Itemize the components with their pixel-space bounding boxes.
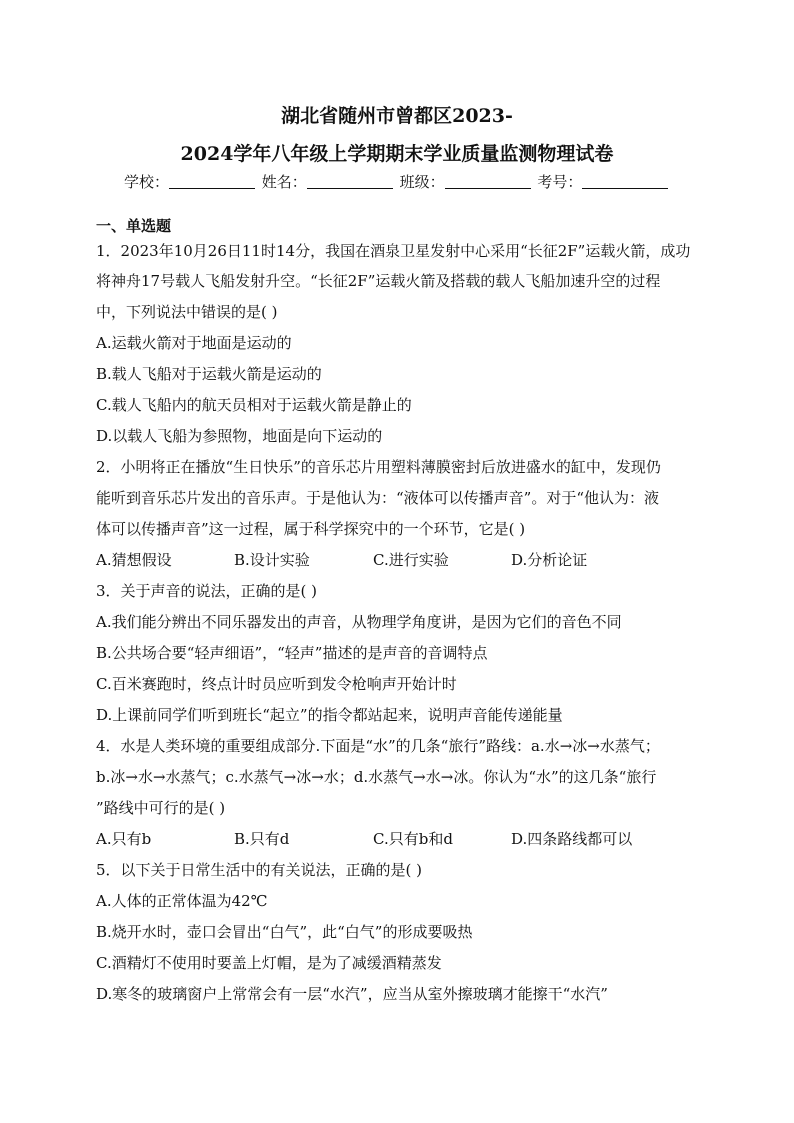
q5-option-d: D.寒冬的玻璃窗户上常常会有一层“水汽”，应当从室外擦玻璃才能擦干“水汽” xyxy=(96,985,608,1003)
q4-stem-line1: 4．水是人类环境的重要组成部分.下面是“水”的几条“旅行”路线：a.水→冰→水蒸气； xyxy=(96,737,660,755)
q2-option-d: D.分析论证 xyxy=(511,551,588,569)
q3-option-a: A.我们能分辨出不同乐器发出的声音，从物理学角度讲，是因为它们的音色不同 xyxy=(96,613,622,631)
q2-option-c: C.进行实验 xyxy=(373,551,449,569)
q1-stem-line3: 中，下列说法中错误的是( ) xyxy=(96,303,278,321)
q4-option-d: D.四条路线都可以 xyxy=(511,830,633,848)
school-blank xyxy=(169,174,255,189)
q3-option-d: D.上课前同学们听到班长“起立”的指令都站起来，说明声音能传递能量 xyxy=(96,706,563,724)
q4-stem-line3: ”路线中可行的是( ) xyxy=(96,799,226,817)
exam-title-line1: 湖北省随州市曾都区2023- xyxy=(281,105,513,127)
q2-stem-line3: 体可以传播声音”这一过程，属于科学探究中的一个环节，它是( ) xyxy=(96,520,526,538)
q1-stem-line1: 1．2023年10月26日11时14分，我国在酒泉卫星发射中心采用“长征2F”运载火箭，成功 xyxy=(96,242,691,260)
section-title: 一、单选题 xyxy=(96,217,172,235)
q3-option-c: C.百米赛跑时，终点计时员应听到发令枪响声开始计时 xyxy=(96,675,457,693)
q4-option-a: A.只有b xyxy=(96,830,152,848)
q1-option-d: D.以载人飞船为参照物，地面是向下运动的 xyxy=(96,427,383,445)
exam-number-blank xyxy=(582,174,668,189)
student-info-row xyxy=(124,171,684,192)
q2-option-a: A.猜想假设 xyxy=(96,551,172,569)
exam-title-line2: 2024学年八年级上学期期末学业质量监测物理试卷 xyxy=(180,143,614,165)
q2-stem-line1: 2．小明将正在播放“生日快乐”的音乐芯片用塑料薄膜密封后放进盛水的缸中，发现仍 xyxy=(96,458,661,476)
q5-option-a: A.人体的正常体温为42℃ xyxy=(96,892,268,910)
q3-option-b: B.公共场合要“轻声细语”，“轻声”描述的是声音的音调特点 xyxy=(96,644,488,662)
school-label: 学校： xyxy=(124,173,170,191)
q5-option-b: B.烧开水时，壶口会冒出“白气”，此“白气”的形成要吸热 xyxy=(96,923,473,941)
q1-option-c: C.载人飞船内的航天员相对于运载火箭是静止的 xyxy=(96,396,412,414)
q3-stem-line1: 3．关于声音的说法，正确的是( ) xyxy=(96,582,318,600)
name-label: 姓名： xyxy=(261,173,307,191)
q1-option-b: B.载人飞船对于运载火箭是运动的 xyxy=(96,365,322,383)
q4-option-c: C.只有b和d xyxy=(373,830,453,848)
q5-stem-line1: 5．以下关于日常生活中的有关说法，正确的是( ) xyxy=(96,861,423,879)
q1-stem-line2: 将神舟17号载人飞船发射升空。“长征2F”运载火箭及搭载的载人飞船加速升空的过程 xyxy=(96,272,661,290)
q5-option-c: C.酒精灯不使用时要盖上灯帽，是为了减缓酒精蒸发 xyxy=(96,954,442,972)
q2-stem-line2: 能听到音乐芯片发出的音乐声。于是他认为：“液体可以传播声音”。对于“他认为：液 xyxy=(96,489,660,507)
q4-option-b: B.只有d xyxy=(234,830,290,848)
name-blank xyxy=(307,174,393,189)
class-blank xyxy=(445,174,531,189)
q4-stem-line2: b.冰→水→水蒸气；c.水蒸气→冰→水；d.水蒸气→水→冰。你认为“水”的这几条“旅行 xyxy=(96,768,657,786)
exam-number-label: 考号： xyxy=(537,173,583,191)
q2-option-b: B.设计实验 xyxy=(234,551,310,569)
q1-option-a: A.运载火箭对于地面是运动的 xyxy=(96,334,292,352)
class-label: 班级： xyxy=(399,173,445,191)
